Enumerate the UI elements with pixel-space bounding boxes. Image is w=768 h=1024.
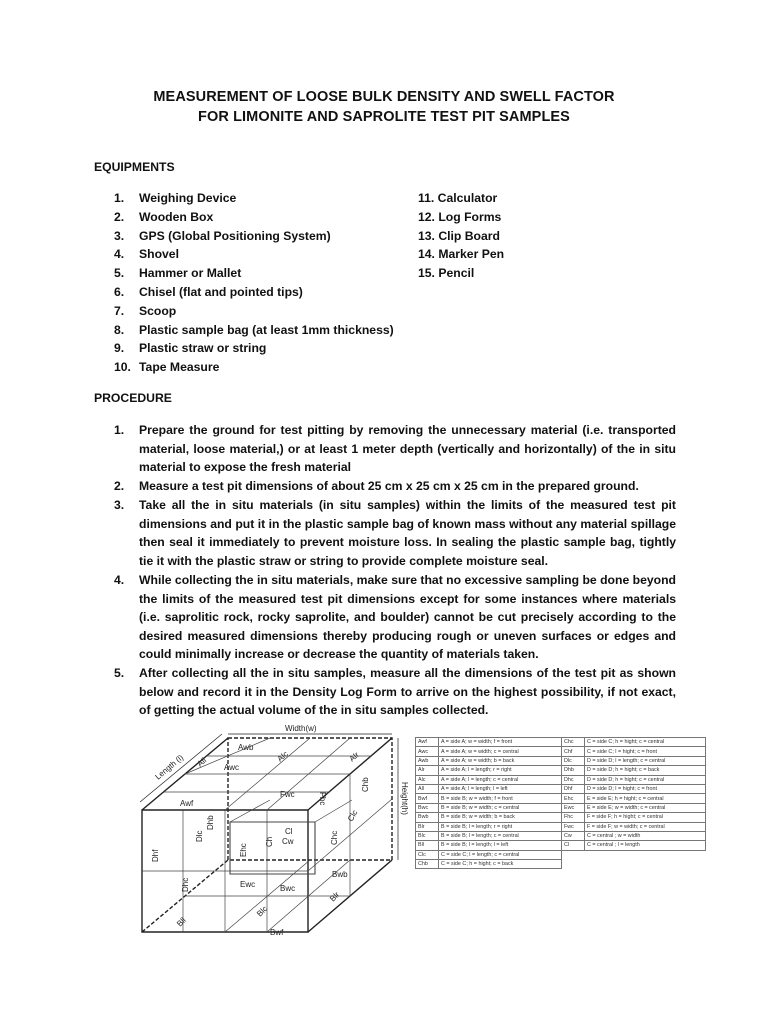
procedure-step: 5. After collecting all the in situ samples, measure all the dimensions of the test pit as shown below and record it in the Density Log Form to arrive on the highest possibility, if not exact, of getting the actual volume of the in situ samples collected. <box>114 666 676 718</box>
procedure-step: 2. Measure a test pit dimensions of about 25 cm x 25 cm x 25 cm in the prepared ground. <box>114 479 639 493</box>
procedure-step: 1. Prepare the ground for test pitting by removing the unnecessary material (i.e. transported material, loose material,) or at least 1 meter depth (vertically and horizontally) of the in situ material to expose the fresh material <box>114 423 676 475</box>
equipments-heading: EQUIPMENTS <box>94 160 175 174</box>
svg-text:Awb: Awb <box>238 743 254 752</box>
table-row: Alc A = side A; l = length; c = central Dhc D = side D; h = hight; c = central <box>416 775 706 784</box>
svg-text:Alr: Alr <box>347 750 361 764</box>
svg-text:Fwc: Fwc <box>280 790 295 799</box>
svg-text:Ehc: Ehc <box>239 843 248 857</box>
equipment-list-left <box>114 189 394 377</box>
equipment-item: 8. Plastic sample bag (at least 1mm thickness) <box>114 322 394 337</box>
equipment-item: 1. Weighing Device <box>114 191 237 205</box>
equipment-item: 7. Scoop <box>114 303 177 318</box>
svg-text:Ewc: Ewc <box>240 880 256 889</box>
length-label: Length (l) <box>153 752 186 782</box>
table-row: Bwb B = side B; w = width; b = back Fhc F = side F; h = hight; c = central <box>416 813 706 822</box>
procedure-step: 3. Take all the in situ materials (in situ samples) within the limits of the measured test pit dimensions and put it in the plastic sample bag of known mass without any material spillage then seal it immediately to prevent moisture loss. In sealing the plastic sample bag, tightly tie it with the plastic straw or string to provide complete moisture seal. <box>114 498 676 568</box>
table-row: Chb C = side C; h = hight; c = back <box>416 860 706 869</box>
height-label: Height(h) <box>400 782 409 815</box>
svg-text:Dhf: Dhf <box>151 849 160 862</box>
equipment-item: 3. GPS (Global Positioning System) <box>114 228 331 243</box>
svg-text:Ch: Ch <box>265 836 274 847</box>
equipment-item: 11. Calculator <box>418 191 498 205</box>
svg-text:Awc: Awc <box>224 763 239 772</box>
table-row: Clc C = side C; l = length; c = central <box>416 850 706 859</box>
table-row: Blr B = side B; l = length; r = right Fwc F = side F; w = width; c = central <box>416 822 706 831</box>
svg-text:Bll: Bll <box>175 915 188 929</box>
svg-text:Clc: Clc <box>345 808 360 823</box>
table-row: Bwf B = side B; w = width; f = front Ehc E = side E; h = hight; c = central <box>416 794 706 803</box>
document-title-line-2: FOR LIMONITE AND SAPROLITE TEST PIT SAMPLES <box>198 109 570 125</box>
test-pit-cube-diagram <box>130 722 410 937</box>
equipment-item: 14. Marker Pen <box>418 247 505 262</box>
svg-text:Cl: Cl <box>285 827 293 836</box>
equipment-item: 9. Plastic straw or string <box>114 341 267 356</box>
svg-text:Bwb: Bwb <box>332 870 348 879</box>
table-row: Awb A = side A; w = width; b = back Dlc D = side D; l = length; c = central <box>416 756 706 765</box>
svg-text:Blr: Blr <box>328 890 342 904</box>
equipment-item: 6. Chisel (flat and pointed tips) <box>114 284 303 299</box>
equipment-list-right <box>418 189 504 283</box>
svg-text:Chc: Chc <box>330 830 339 845</box>
procedure-step: 4. While collecting the in situ materials, make sure that no excessive sampling be done beyond the limits of the measured test pit dimensions except for some instances where materials (i.e. saprolitic rock, rocky saprolite, and boulder) cannot be cut precisely according to the desired measured dimensions thereby producing rough or uneven surfaces or edges and could minimally increase or decrease the quantity of materials taken. <box>114 573 676 662</box>
svg-text:All: All <box>195 755 209 769</box>
svg-text:Fhc: Fhc <box>318 792 327 806</box>
svg-text:Dhc: Dhc <box>181 877 190 892</box>
table-row: All A = side A; l = length; l = left Dhf D = side D; l = hight; c = front <box>416 784 706 793</box>
procedure-heading: PROCEDURE <box>94 391 172 405</box>
table-row: Bwc B = side B; w = width; c = central Ewc E = side E; w = width; c = central <box>416 803 706 812</box>
equipment-item: 12. Log Forms <box>418 209 502 224</box>
table-row: Bll B = side B; l = length; l = left Cl C = central ; l = length <box>416 841 706 850</box>
svg-text:Blc: Blc <box>255 904 270 919</box>
table-row: Awf A = side A; w = width; f = front Chc C = side C; h = hight; c = central <box>416 738 706 747</box>
svg-text:Awf: Awf <box>180 799 194 808</box>
legend-table <box>415 737 706 869</box>
equipment-item: 5. Hammer or Mallet <box>114 266 242 281</box>
svg-text:Chb: Chb <box>361 777 370 792</box>
equipment-item: 13. Clip Board <box>418 228 500 243</box>
svg-text:Dhb: Dhb <box>206 815 215 830</box>
table-row: Alr A = side A; l = length; r = right Dhb D = side D; h = hight; c = back <box>416 766 706 775</box>
equipment-item: 15. Pencil <box>418 266 475 281</box>
equipment-item: 10. Tape Measure <box>114 360 220 375</box>
equipment-item: 4. Shovel <box>114 247 179 262</box>
table-row: Blc B = side B; l = length; c = central Cw C = central ; w = width <box>416 831 706 840</box>
svg-text:Cw: Cw <box>282 837 294 846</box>
svg-text:Bwf: Bwf <box>270 928 284 937</box>
svg-text:Bwc: Bwc <box>280 884 296 893</box>
width-label: Width(w) <box>285 724 317 733</box>
document-title-line-1: MEASUREMENT OF LOOSE BULK DENSITY AND SWELL FACTOR <box>153 89 615 105</box>
table-row: Awc A = side A; w = width; c = central Chf C = side C; l = hight; c = front <box>416 747 706 756</box>
equipment-item: 2. Wooden Box <box>114 209 214 224</box>
measurement-lines <box>142 738 392 932</box>
svg-text:Dlc: Dlc <box>195 830 204 842</box>
svg-text:Alc: Alc <box>275 749 290 764</box>
